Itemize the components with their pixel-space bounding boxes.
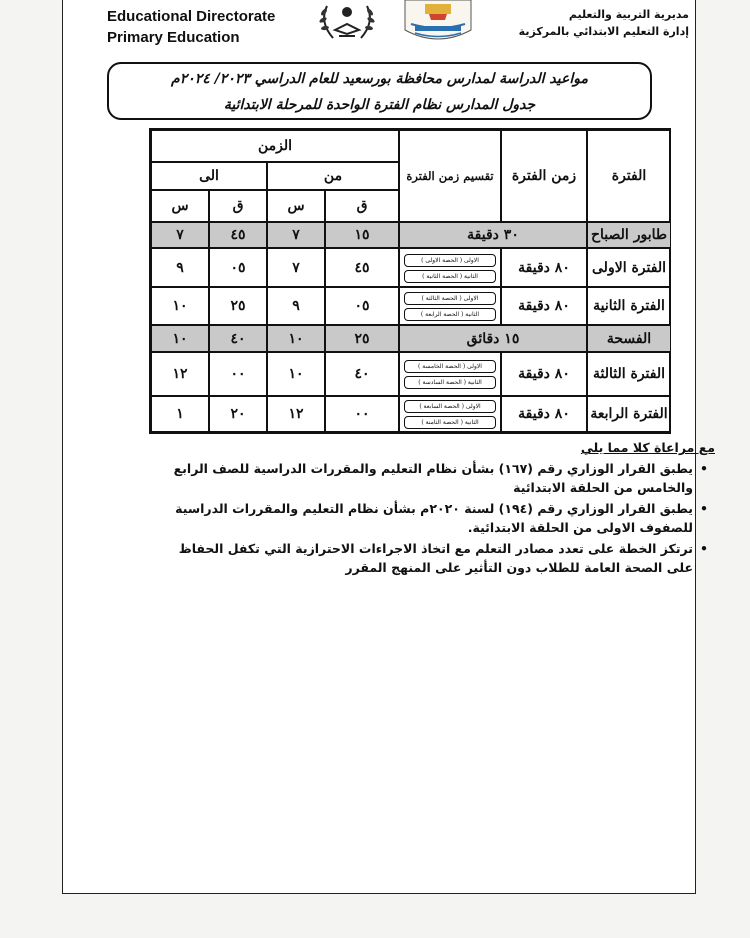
division-cell (399, 352, 501, 396)
time-cell: ٤٠ (209, 325, 267, 352)
time-cell: ١٠ (151, 287, 209, 325)
duration-cell: ٨٠ دقيقة (501, 248, 587, 287)
duration-cell: ٨٠ دقيقة (501, 352, 587, 396)
time-cell: ٤٥ (209, 222, 267, 248)
header-from-minute: ق (325, 190, 399, 222)
title-line1: مواعيد الدراسة لمدارس محافظة بورسعيد للعام الدراسي ٢٠٢٣/ ٢٠٢٤م (171, 71, 588, 87)
header-ar-line2: إدارة التعليم الابتدائي بالمركزية (518, 25, 689, 38)
duration-cell: ٣٠ دقيقة (399, 222, 587, 248)
note-text: ترتكز الخطة على تعدد مصادر التعلم مع اتخاذ الاجراءات الاحترازية التي تكفل الحفاظ على الصحة العامة للطلاب دون التأثير على المنهج المقرر (178, 541, 693, 575)
header-duration: زمن الفترة (501, 130, 587, 222)
period-cell: الفترة الثالثة (587, 352, 671, 396)
header-en-line1: Educational Directorate (107, 8, 276, 25)
header-to-minute: ق (209, 190, 267, 222)
session-label: الاولى ( الحصة الثالثة ) (404, 292, 496, 305)
time-cell: ٤٥ (325, 248, 399, 287)
bullet-icon: • (700, 501, 708, 516)
session-label: الثانية ( الحصة الرابعة ) (404, 308, 496, 321)
bullet-icon: • (700, 461, 708, 476)
time-cell: ٢٥ (325, 325, 399, 352)
period-cell: الفسحة (587, 325, 671, 352)
period-cell: الفترة الاولى (587, 248, 671, 287)
session-label: الاولى ( الحصة السابعة ) (404, 400, 496, 413)
time-cell: ٠٥ (209, 248, 267, 287)
period-cell: الفترة الرابعة (587, 396, 671, 432)
division-cell (399, 248, 501, 287)
header-from-hour: س (267, 190, 325, 222)
note-text: يطبق القرار الوزاري رقم (١٩٤) لسنة ٢٠٢٠م بشأن نظام التعليم والمقررات الدراسية للصفوف الاولى من الحلقة الابتدائية. (175, 501, 693, 535)
time-cell: ١ (151, 396, 209, 432)
time-cell: ١٠ (151, 325, 209, 352)
time-cell: ٧ (267, 222, 325, 248)
division-cell (399, 287, 501, 325)
notes-heading: مع مراعاة كلا مما يلي (580, 440, 715, 455)
header-time: الزمن (151, 130, 399, 162)
document-title-box (107, 62, 652, 120)
period-cell: طابور الصباح (587, 222, 671, 248)
duration-cell: ٨٠ دقيقة (501, 287, 587, 325)
time-cell: ٢٠ (209, 396, 267, 432)
note-item (155, 499, 715, 537)
session-label: الثانية ( الحصة السادسة ) (404, 376, 496, 389)
bullet-icon: • (700, 541, 708, 556)
time-cell: ٩ (151, 248, 209, 287)
time-cell: ٩ (267, 287, 325, 325)
note-text: يطبق القرار الوزاري رقم (١٦٧) بشأن نظام التعليم والمقررات الدراسية للصف الرابع والخامس من الحلقة الابتدائية (173, 461, 693, 495)
header-division: تقسيم زمن الفترة (399, 130, 501, 222)
notes-section (155, 438, 715, 579)
session-label: الاولى ( الحصة الاولى ) (404, 254, 496, 267)
note-item (155, 539, 715, 577)
time-cell: ١٠ (267, 352, 325, 396)
time-cell: ٧ (267, 248, 325, 287)
time-cell: ٢٥ (209, 287, 267, 325)
time-cell: ١٠ (267, 325, 325, 352)
time-cell: ٠٠ (325, 396, 399, 432)
header-english (107, 6, 275, 48)
document-page (62, 0, 715, 894)
header-to-hour: س (151, 190, 209, 222)
time-cell: ٧ (151, 222, 209, 248)
header-period: الفترة (587, 130, 671, 222)
time-cell: ١٥ (325, 222, 399, 248)
directorate-emblem-icon (401, 0, 475, 44)
note-item (155, 459, 715, 497)
division-cell (399, 396, 501, 432)
session-label: الثانية ( الحصة الثانية ) (404, 270, 496, 283)
time-cell: ١٢ (151, 352, 209, 396)
time-cell: ٠٠ (209, 352, 267, 396)
duration-cell: ١٥ دقائق (399, 325, 587, 352)
header-arabic (519, 6, 689, 40)
time-cell: ١٢ (267, 396, 325, 432)
duration-cell: ٨٠ دقيقة (501, 396, 587, 432)
laurel-logo-icon (313, 0, 381, 42)
session-label: الثانية ( الحصة الثامنة ) (404, 416, 496, 429)
header-en-line2: Primary Education (107, 29, 240, 46)
title-line2: جدول المدارس نظام الفترة الواحدة للمرحلة الابتدائية (223, 97, 536, 113)
header-from: من (267, 162, 399, 190)
period-cell: الفترة الثانية (587, 287, 671, 325)
schedule-table (149, 128, 671, 434)
session-label: الاولى ( الحصة الخامسة ) (404, 360, 496, 373)
time-cell: ٠٥ (325, 287, 399, 325)
header-to: الى (151, 162, 267, 190)
time-cell: ٤٠ (325, 352, 399, 396)
header-ar-line1: مديرية التربية والتعليم (568, 8, 689, 21)
